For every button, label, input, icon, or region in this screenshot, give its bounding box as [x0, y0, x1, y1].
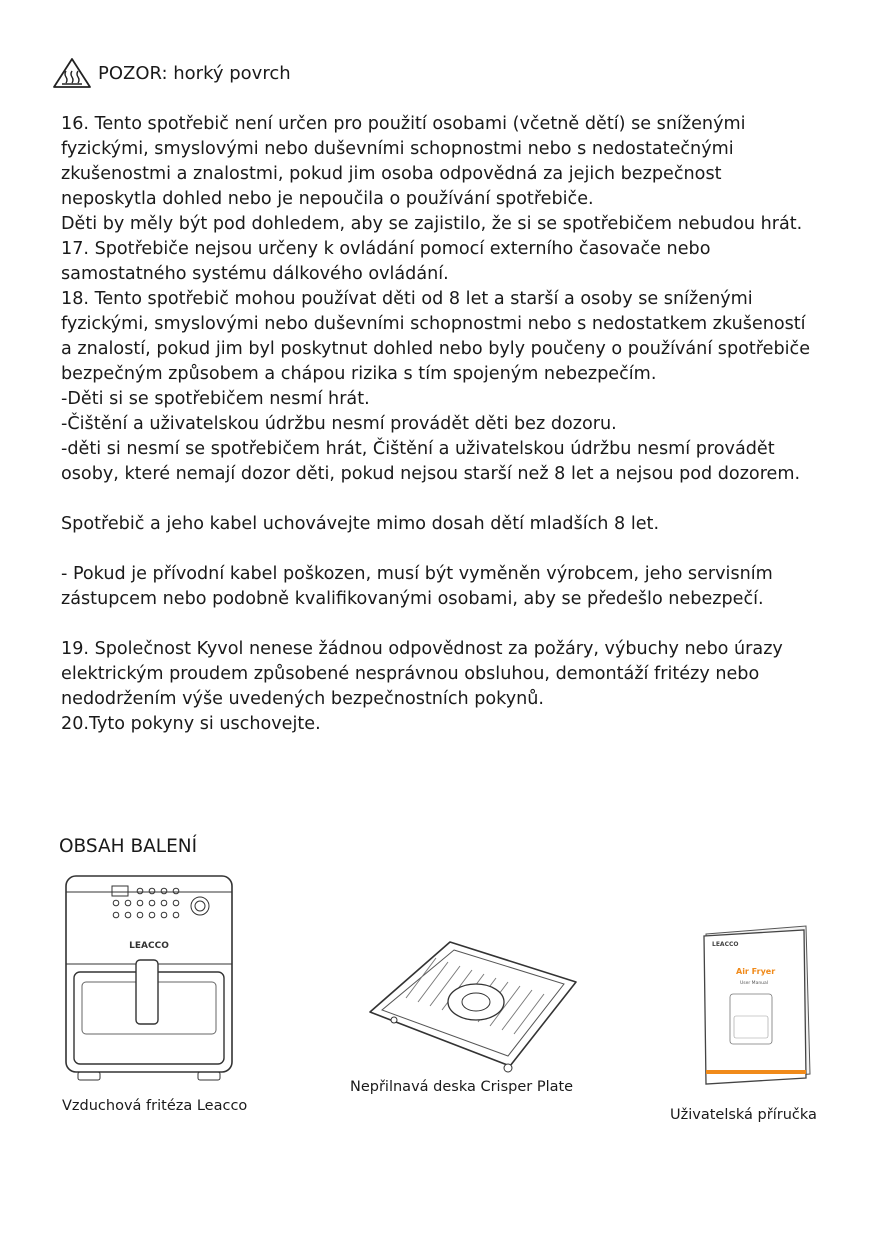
hot-surface-icon: [52, 57, 92, 89]
paragraph-20: 20.Tyto pokyny si uschovejte.: [61, 714, 321, 734]
package-contents-title: OBSAH BALENÍ: [59, 836, 198, 857]
manual-subtitle-label: User Manual: [740, 981, 769, 986]
warning-row: [52, 56, 291, 90]
paragraph-19: 19. Společnost Kyvol nenese žádnou odpovědnost za požáry, výbuchy nebo úrazy elektrickým proudem způsobené nesprávnou obsluhou, demontáží fritézy nebo nedodržením výše uvedených bezpečnostních pokynů.: [61, 639, 783, 709]
paragraph-17: 17. Spotřebiče nejsou určeny k ovládání pomocí externího časovače nebo samostatného systému dálkového ovládání.: [61, 239, 711, 284]
paragraph-children-supervision: Děti by měly být pod dohledem, aby se zajistilo, že si se spotřebičem nebudou hrát.: [61, 214, 803, 234]
warning-text: POZOR: horký povrch: [98, 62, 291, 84]
crisper-plate-image: [366, 938, 580, 1074]
fryer-brand-label: LEACCO: [129, 941, 169, 951]
paragraph-18: 18. Tento spotřebič mohou používat děti od 8 let a starší a osoby se sníženými fyzickými, smyslovými nebo duševními schopnostmi nebo s nedostatkem zkušeností a znalostí, pokud jim byl poskytnut dohled nebo byly poučeny o používání spotřebiče bezpečným způsobem a chápou rizika s tím spojeným nebezpečím.: [61, 289, 811, 384]
bullet-children-cleaning: -děti si nesmí se spotřebičem hrát, Čištění a uživatelskou údržbu nesmí provádět osoby, které nemají dozor děti, pokud nejsou starší než 8 let a nejsou pod dozorem.: [61, 439, 801, 484]
plate-caption: Nepřilnavá deska Crisper Plate: [350, 1079, 574, 1095]
paragraph-keep-away: Spotřebič a jeho kabel uchovávejte mimo dosah dětí mladších 8 let.: [61, 514, 660, 534]
manual-brand-label: LEACCO: [712, 941, 739, 948]
fryer-caption: Vzduchová fritéza Leacco: [62, 1098, 248, 1114]
safety-instructions: [61, 112, 821, 737]
manual-title-label: Air Fryer: [736, 967, 776, 976]
user-manual-image: [700, 924, 812, 1086]
paragraph-power-cord: - Pokud je přívodní kabel poškozen, musí být vyměněn výrobcem, jeho servisním zástupcem nebo podobně kvalifikovanými osobami, aby se předešlo nebezpečí.: [61, 564, 773, 609]
air-fryer-image: [58, 872, 240, 1084]
manual-caption: Uživatelská příručka: [670, 1107, 817, 1123]
bullet-children-play: -Děti si se spotřebičem nesmí hrát.: [61, 389, 370, 409]
paragraph-16: 16. Tento spotřebič není určen pro použití osobami (včetně dětí) se sníženými fyzickými, smyslovými nebo duševními schopnostmi nebo s nedostatečnými zkušenostmi a znalostmi, pokud jim osoba odpovědná za jejich bezpečnost neposkytla dohled nebo je nepoučila o používání spotřebiče.: [61, 114, 746, 209]
bullet-cleaning: -Čištění a uživatelskou údržbu nesmí provádět děti bez dozoru.: [61, 414, 617, 434]
